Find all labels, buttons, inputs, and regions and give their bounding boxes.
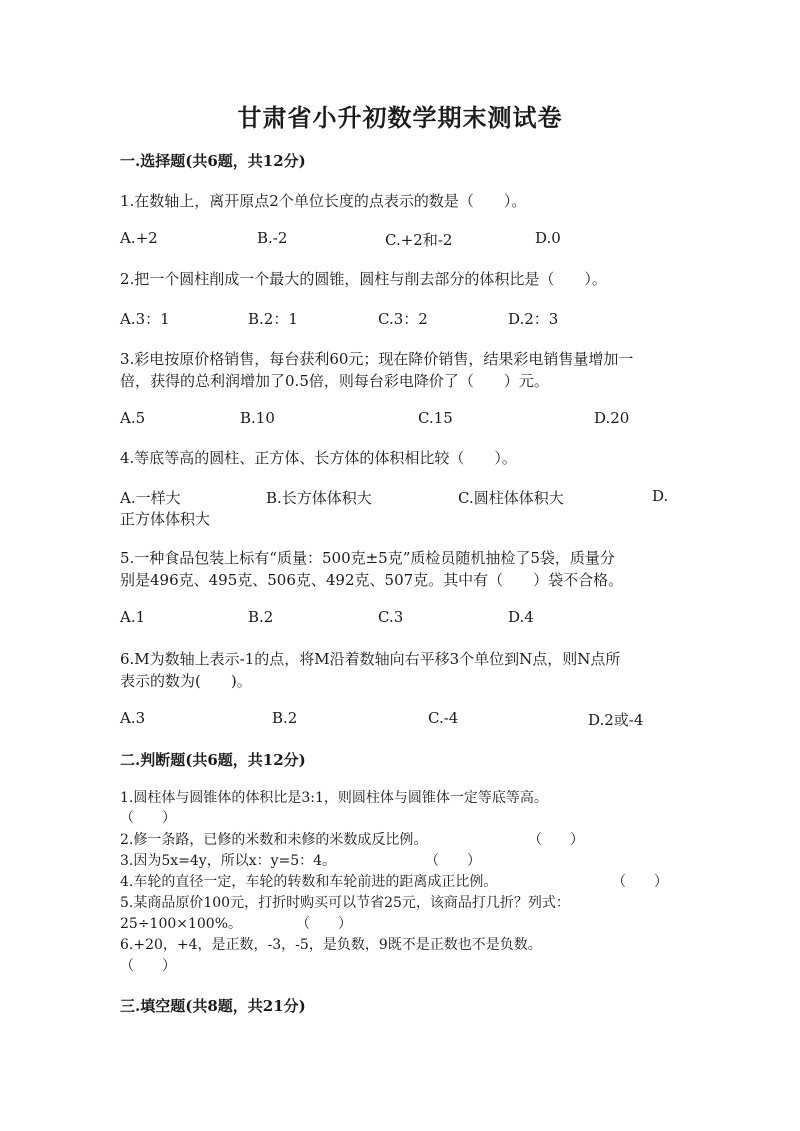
option-d-continued: 正方体体积大 (120, 510, 211, 528)
option-c: C.圆柱体体积大 (458, 489, 564, 507)
question-text: 2.把一个圆柱削成一个最大的圆锥，圆柱与削去部分的体积比是（ ）。 (120, 270, 607, 288)
question-text: 3.彩电按原价格销售，每台获利60元；现在降价销售，结果彩电销售量增加一 (120, 350, 634, 368)
judge-item: 1.圆柱体与圆锥体的体积比是3:1，则圆柱体与圆锥体一定等底等高。 (120, 790, 548, 806)
answer-paren: （ ） (120, 958, 176, 974)
section-heading-choice: 一.选择题(共6题，共12分) (120, 152, 306, 170)
option-a: A.3 (120, 709, 146, 727)
question-text: 5.一种食品包装上标有“质量：500克±5克”质检员随机抽检了5袋，质量分 (120, 549, 615, 567)
section-heading-judge: 二.判断题(共6题，共12分) (120, 751, 306, 769)
answer-paren: （ ） (528, 832, 584, 848)
judge-item: 3.因为5x=4y，所以x：y=5：4。 (120, 853, 337, 869)
section-heading-fill: 三.填空题(共8题，共21分) (120, 997, 306, 1015)
page-title: 甘肃省小升初数学期末测试卷 (237, 103, 563, 132)
question-text: 1.在数轴上，离开原点2个单位长度的点表示的数是（ ）。 (120, 192, 527, 210)
question-text: 4.等底等高的圆柱、正方体、长方体的体积相比较（ ）。 (120, 449, 517, 467)
judge-item-continued: 25÷100×100%。 (120, 916, 243, 932)
option-d: D.2：3 (508, 310, 559, 328)
option-d: D. (652, 487, 669, 505)
judge-item: 5.某商品原价100元，打折时购买可以节省25元，该商品打几折？列式： (120, 895, 570, 911)
option-c: C.3：2 (378, 310, 428, 328)
option-a: A.一样大 (120, 489, 181, 507)
judge-item: 6.+20，+4，是正数，-3，-5，是负数，9既不是正数也不是负数。 (120, 937, 542, 953)
judge-item: 2.修一条路，已修的米数和未修的米数成反比例。 (120, 832, 428, 848)
answer-paren: （ ） (612, 874, 668, 890)
option-d: D.2或-4 (588, 711, 644, 729)
answer-paren: （ ） (296, 916, 352, 932)
option-c: C.-4 (428, 709, 459, 727)
option-c: C.3 (378, 608, 404, 626)
question-text: 别是496克、495克、506克、492克、507克。其中有（ ）袋不合格。 (120, 571, 624, 589)
option-d: D.0 (535, 229, 561, 247)
option-d: D.4 (508, 608, 534, 626)
option-a: A.+2 (120, 229, 158, 247)
option-b: B.长方体体积大 (266, 489, 372, 507)
option-c: C.+2和-2 (385, 231, 453, 249)
option-c: C.15 (418, 409, 453, 427)
option-d: D.20 (594, 409, 630, 427)
option-b: B.-2 (257, 229, 288, 247)
answer-paren: （ ） (425, 853, 481, 869)
option-a: A.3：1 (120, 310, 170, 328)
option-b: B.2 (272, 709, 298, 727)
option-b: B.2 (248, 608, 274, 626)
option-b: B.2：1 (248, 310, 298, 328)
question-text: 表示的数为( )。 (120, 672, 252, 690)
answer-paren: （ ） (120, 810, 176, 826)
judge-item: 4.车轮的直径一定，车轮的转数和车轮前进的距离成正比例。 (120, 874, 498, 890)
option-b: B.10 (240, 409, 275, 427)
option-a: A.1 (120, 608, 146, 626)
option-a: A.5 (120, 409, 146, 427)
question-text: 倍，获得的总利润增加了0.5倍，则每台彩电降价了（ ）元。 (120, 372, 549, 390)
question-text: 6.M为数轴上表示-1的点，将M沿着数轴向右平移3个单位到N点，则N点所 (120, 650, 621, 668)
